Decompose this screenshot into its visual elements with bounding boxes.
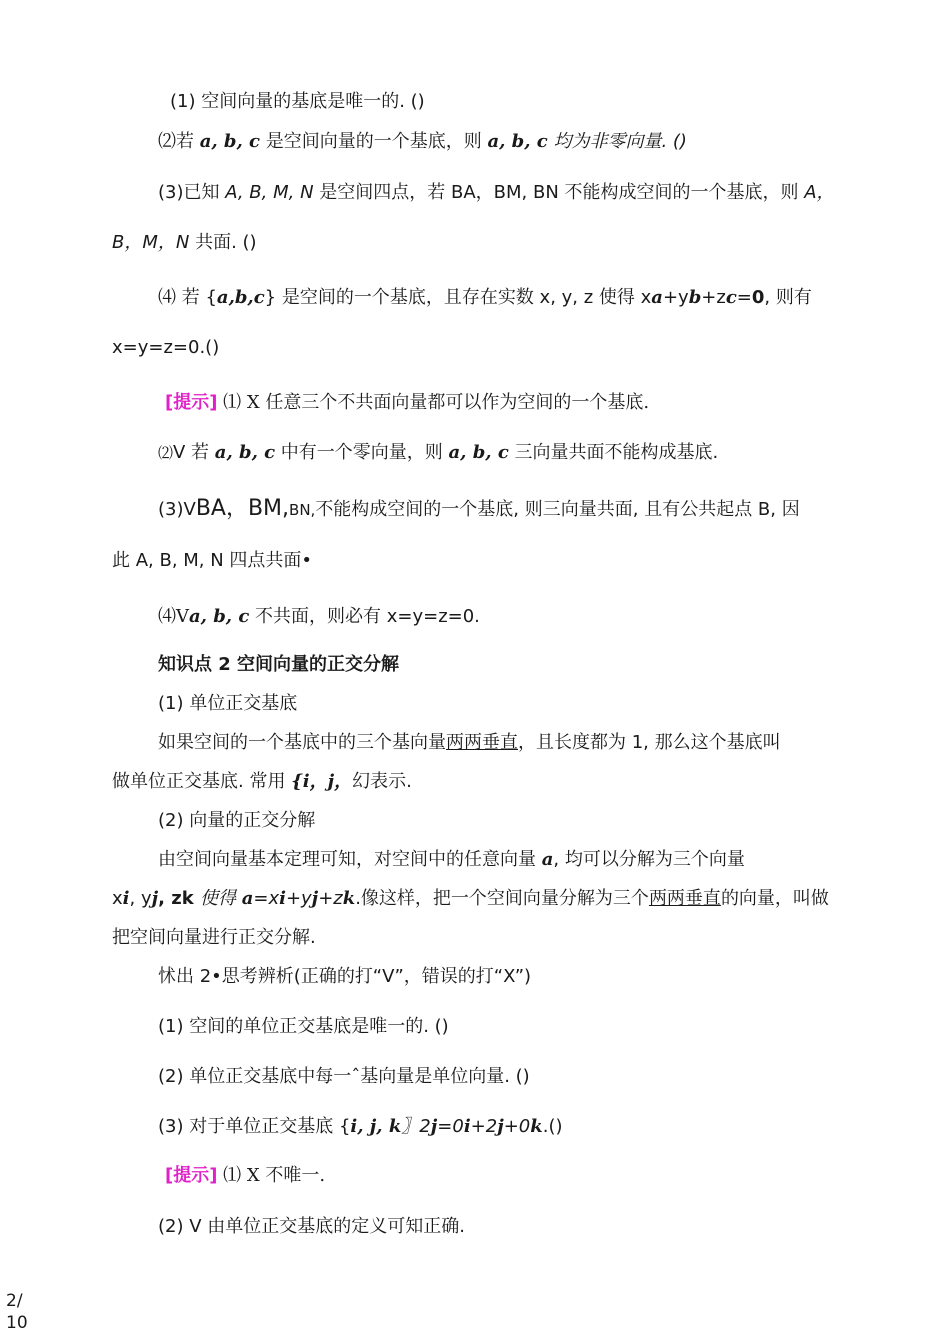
hint-tag: [提示] xyxy=(165,392,218,413)
question-item-2 xyxy=(158,130,687,154)
point-vars: A, B, M, N xyxy=(225,182,314,203)
body-text: 使得 xyxy=(199,888,242,909)
question-text: 若 { xyxy=(176,287,217,308)
zero-vector: 0 xyxy=(751,287,765,308)
item-number: ⑵ xyxy=(158,131,176,152)
body-text: 做单位正交基底. 常用 xyxy=(112,771,292,792)
page-number xyxy=(6,1290,28,1334)
hint-tag: [提示] xyxy=(165,1165,218,1186)
vector-vars: a, b, c xyxy=(487,131,548,152)
math-text: +0 xyxy=(503,1116,531,1137)
body-text: .像这样，把一个空间向量分解为三个 xyxy=(355,888,649,909)
math-text: 〗2 xyxy=(401,1116,431,1137)
body-text: 的向量，叫做 xyxy=(720,888,829,909)
vector-var: b xyxy=(688,287,702,308)
exercise-item-1: (1) 空间的单位正交基底是唯一的. () xyxy=(158,1016,449,1037)
question-text: 均为非零向量. () xyxy=(547,131,687,152)
question-text: (1) 空间向量的基底是唯一的. () xyxy=(170,91,425,112)
vector-var: j xyxy=(311,888,319,909)
hint2-answer-2: (2) V 由单位正交基底的定义可知正确. xyxy=(158,1216,465,1237)
hint-answer-3-cont: 此 A, B, M, N 四点共面• xyxy=(112,550,313,571)
body-text: 如果空间的一个基底中的三个基向量 xyxy=(158,732,446,753)
question-item-3-cont xyxy=(112,231,257,255)
underlined-term: 两两垂直 xyxy=(648,888,721,909)
hint-text: 三向量共面不能构成基底. xyxy=(508,442,719,463)
math-text: x xyxy=(112,888,123,909)
vector-vars: a, b, c xyxy=(214,442,276,463)
basis-vars: {i，j， xyxy=(291,771,353,792)
math-text: , y xyxy=(129,888,152,909)
hint-text: ⑴ X 任意三个不共面向量都可以作为空间的一个基底. xyxy=(217,392,650,413)
exercise-heading: 怵出 2•思考辨析(正确的打“V”，错误的打“X”) xyxy=(158,966,532,987)
math-text: .() xyxy=(542,1116,563,1137)
section-title: 知识点 2 空间向量的正交分解 xyxy=(158,654,400,675)
hint-answer-3 xyxy=(158,497,800,522)
item-number: ⑵ xyxy=(158,444,174,462)
math-text: +z xyxy=(318,888,343,909)
vector-var: i xyxy=(463,1116,471,1137)
exercise-item-3 xyxy=(158,1115,563,1139)
subsection-1: (1) 单位正交基底 xyxy=(158,693,298,714)
question-text: , 则有 xyxy=(764,287,812,308)
subsection-2: (2) 向量的正交分解 xyxy=(158,810,316,831)
question-text: 共面. () xyxy=(189,232,257,253)
vector-var: j xyxy=(151,888,159,909)
question-text: 是空间四点，若 BA，BM, BN 不能构成空间的一个基底，则 xyxy=(313,182,805,203)
hint-text: 不共面，则必有 x=y=z=0. xyxy=(249,606,480,627)
vector-vars: a, b, c xyxy=(448,442,509,463)
math-text: +2 xyxy=(470,1116,498,1137)
point-vars: A， xyxy=(804,182,835,203)
item-number: ⑷ xyxy=(158,287,176,308)
paragraph-2-cont xyxy=(112,887,829,911)
vector-var: c xyxy=(725,287,737,308)
vector-vars: a, b, c xyxy=(189,606,250,627)
math-text: , zk xyxy=(158,888,200,909)
vector-var: i xyxy=(279,888,286,909)
question-text: } 是空间的一个基底，且存在实数 x, y, z 使得 x xyxy=(264,287,652,308)
vector-var: a xyxy=(241,888,254,909)
question-item-4-cont: x=y=z=0.() xyxy=(112,337,220,358)
underlined-term: 两两垂直 xyxy=(446,732,518,753)
body-text: ，且长度都为 1, 那么这个基底叫 xyxy=(518,732,781,753)
math-text: = xyxy=(736,287,752,308)
hint-text: 中有一个零向量，则 xyxy=(275,442,449,463)
body-text: 幻表示. xyxy=(352,771,412,792)
vector-var: j xyxy=(430,1116,438,1137)
item-number: ⑷V xyxy=(158,606,189,627)
vector-var: k xyxy=(530,1116,543,1137)
hint-text: V 若 xyxy=(173,442,215,463)
vector-names: BN, xyxy=(289,501,316,519)
paragraph-1-cont xyxy=(112,770,412,794)
question-item-3 xyxy=(158,181,835,205)
vector-var: k xyxy=(342,888,356,909)
vector-vars: a, b, c xyxy=(199,131,261,152)
hint-answer-1 xyxy=(165,391,649,415)
hint-answer-2 xyxy=(158,441,718,465)
body-text: 由空间向量基本定理可知，对空间中的任意向量 xyxy=(158,849,542,870)
math-text: +y xyxy=(285,888,312,909)
vector-vars: a,b,c xyxy=(216,287,265,308)
hint-text: ⑴ X 不唯一. xyxy=(217,1165,326,1186)
question-text: (3) 对于单位正交基底 { xyxy=(158,1116,351,1137)
vector-var: i xyxy=(122,888,130,909)
page-number-top: 2/ xyxy=(6,1291,23,1311)
question-text: 是空间向量的一个基底，则 xyxy=(260,131,488,152)
page-number-bottom: 10 xyxy=(6,1313,28,1333)
item-number: (3)V xyxy=(158,499,196,520)
vector-var: j xyxy=(497,1116,504,1137)
basis-vars: i, j, k xyxy=(350,1116,402,1137)
hint-text: 不能构成空间的一个基底, 则三向量共面, 且有公共起点 B, 因 xyxy=(315,499,800,520)
math-text: =0 xyxy=(437,1116,464,1137)
math-text: +y xyxy=(662,287,689,308)
question-text: 若 xyxy=(176,131,200,152)
math-text: =x xyxy=(253,888,280,909)
hint-answer-4 xyxy=(158,605,480,629)
point-vars: B，M，N xyxy=(112,232,190,253)
question-text: (3)已知 xyxy=(158,182,226,203)
vector-var: a xyxy=(541,849,554,870)
hint2-answer-1 xyxy=(165,1164,325,1188)
body-text: , 均可以分解为三个向量 xyxy=(553,849,745,870)
question-item-1 xyxy=(170,90,425,114)
paragraph-1 xyxy=(158,731,781,755)
vector-names: BA，BM, xyxy=(195,496,290,521)
math-text: +z xyxy=(701,287,726,308)
vector-var: a xyxy=(651,287,663,308)
exercise-item-2: (2) 单位正交基底中每一ˆ基向量是单位向量. () xyxy=(158,1066,530,1087)
paragraph-2 xyxy=(158,848,745,872)
paragraph-2-end: 把空间向量进行正交分解. xyxy=(112,927,316,948)
question-item-4 xyxy=(158,286,812,310)
